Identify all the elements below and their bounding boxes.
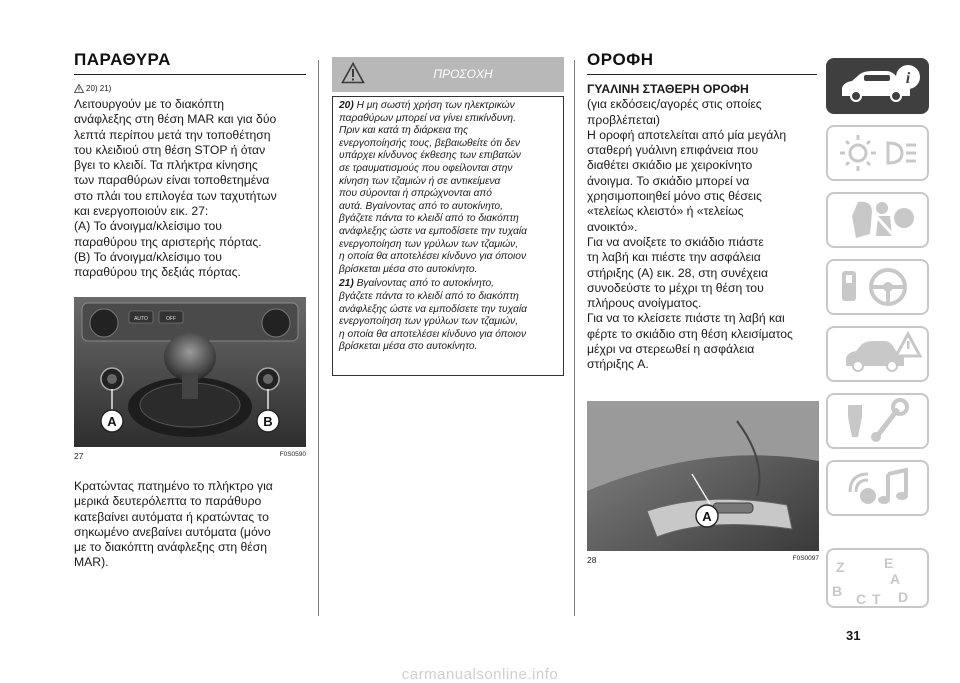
tools-icon — [828, 395, 927, 447]
column-divider-right — [574, 60, 575, 616]
seatbelt-airbag-icon — [828, 194, 927, 246]
column-divider-left — [318, 60, 319, 616]
warning-note-20-text: Η μη σωστή χρήση των ηλεκτρικών παραθύρων μπορεί να γίνει επικίνδυνη. Πριν και κατά τη διάρκεια της ενεργοποίησής τους, βεβαιωθείτε ότι δεν υπάρχει κίνδυνος έκθεσης των επιβατών σε τραυματισμούς που οφείλονται στην κίνηση των τζαμιών ή σε αντικείμενα που σύρονται ή σπρώχνονται από αυτά. Βγαίνοντας από το αυτοκίνητο, βγάζετε πάντα το κλειδί από το διακόπτη ανάφλεξης ώστε να εμποδίσετε την τυχαία ενεργοποίηση των γρύλων των τζαμιών, η οποία θα αποτελέσει κίνδυνο για όποιον βρίσκεται μέσα στο αυτοκίνητο. — [339, 100, 527, 275]
windows-body — [74, 97, 314, 281]
warning-note-21 — [339, 278, 557, 354]
tab-maintenance[interactable] — [826, 393, 929, 449]
index-letters-icon — [828, 550, 927, 606]
steering-wheel-icon — [828, 261, 927, 313]
figure-28-number: 28 — [587, 555, 597, 565]
figure-28-photo — [587, 401, 819, 551]
warning-header — [332, 57, 564, 92]
index-letter-b: B — [832, 583, 843, 599]
windows-intro: Λειτουργούν με το διακόπτη ανάφλεξης στη θέση MAR και για δύο λεπτά περίπου μετά την τοποθέτηση του κλειδιού στη θέση STOP ή όταν βγει το κλειδί. Τα πλήκτρα κίνησης των παραθύρων είναι τοποθετημένα στο πλάι του επιλογέα των ταχυτήτων και ενεργοποιούν εικ. 27: — [74, 97, 277, 219]
section-title-roof: ΟΡΟΦΗ — [587, 50, 654, 69]
tab-car-info[interactable] — [826, 58, 929, 114]
warning-box — [332, 96, 564, 376]
section-rule — [587, 74, 817, 75]
warning-note-21-number: 21) — [339, 278, 354, 290]
warning-triangle-icon — [74, 84, 84, 93]
warning-note-21-text: Βγαίνοντας από το αυτοκίνητο, βγάζετε πάντα το κλειδί από το διακόπτη ανάφλεξης ώστε να εμποδίσετε την τυχαία ενεργοποίηση των γρύλων των τζαμιών, η οποία θα αποτελέσει κίνδυνο για όποιον βρίσκεται μέσα στο αυτοκίνητο. — [339, 278, 527, 353]
tab-dashboard-lights[interactable] — [826, 125, 929, 181]
tab-driving[interactable] — [826, 259, 929, 315]
car-info-icon — [828, 60, 927, 112]
warning-note-20-number: 20) — [339, 100, 354, 111]
reference-numbers: 20) 21) — [86, 84, 112, 93]
svg-text:i: i — [905, 70, 911, 87]
figure-28-caption — [587, 555, 819, 565]
windows-after-text: Κρατώντας πατημένο το πλήκτρο για μερικά δευτερόλεπτα το παράθυρο κατεβαίνει αυτόματα ή κρατώντας το σηκωμένο ανεβαίνει αυτόματα (μόνο με το διακόπτη ανάφλεξης στη θέση MAR). — [74, 479, 273, 570]
tab-index[interactable] — [826, 548, 929, 608]
warning-title: ΠΡΟΣΟΧΗ — [433, 67, 493, 81]
index-letter-e: E — [884, 555, 894, 571]
section-rule — [74, 74, 306, 75]
index-letter-t: T — [872, 591, 881, 606]
figure-27-label-b: B — [263, 414, 273, 429]
index-letter-d: D — [898, 589, 909, 605]
figure-28-code: F0S0097 — [792, 555, 819, 562]
figure-28-label-a: A — [702, 509, 712, 524]
dash-label-auto: AUTO — [134, 316, 148, 322]
index-letter-c: C — [856, 591, 867, 606]
index-letter-a: A — [890, 571, 901, 587]
warning-references — [74, 84, 111, 93]
warning-car-icon — [828, 328, 927, 380]
figure-27-caption — [74, 451, 306, 461]
section-title-windows: ΠΑΡΑΘΥΡΑ — [74, 50, 171, 69]
roof-body — [587, 82, 827, 373]
figure-27-number: 27 — [74, 451, 84, 461]
warning-note-20 — [339, 100, 557, 276]
windows-item-b: (B) Το άνοιγμα/κλείσιμο του παραθύρου της δεξιάς πόρτας. — [74, 249, 241, 280]
multimedia-icon — [828, 462, 927, 514]
figure-27-label-a: A — [107, 414, 117, 429]
dashboard-lights-icon — [828, 127, 927, 179]
dash-label-off: OFF — [166, 316, 176, 322]
page-number: 31 — [846, 628, 861, 643]
index-letter-z: Z — [836, 559, 845, 575]
windows-item-a: (A) Το άνοιγμα/κλείσιμο του παραθύρου της αριστερής πόρτας. — [74, 219, 262, 249]
roof-text: (για εκδόσεις/αγορές στις οποίες προβλέπεται) Η οροφή αποτελείται από μία μεγάλη σταθερή γυάλινη επιφάνεια που διαθέτει σκιάδιο με χειροκίνητο άνοιγμα. Το σκιάδιο μπορεί να χρησιμοποιηθεί μόνο στις θέσεις «τελείως κλειστό» ή «τελείως ανοικτό». Για να ανοίξετε το σκιάδιο πιάστε τη λαβή και πιέστε την ασφάλεια στήριξης (A) εικ. 28, στη συνέχεια συνοδεύστε το μέχρι τη θέση του πλήρους ανοίγματος. Για να το κλείσετε πιάστε τη λαβή και φέρτε το σκιάδιο στη θέση κλεισίματος μέχρι να στερεωθεί η ασφάλεια στήριξης A. — [587, 97, 793, 372]
tab-safety[interactable] — [826, 192, 929, 248]
tab-multimedia[interactable] — [826, 460, 929, 516]
figure-27-photo — [74, 297, 306, 447]
tab-emergency[interactable] — [826, 326, 929, 382]
watermark: carmanualsonline.info — [401, 666, 559, 683]
figure-27-code: F0S0590 — [279, 451, 306, 458]
roof-subtitle: ΓΥΑΛΙΝΗ ΣΤΑΘΕΡΗ ΟΡΟΦΗ — [587, 82, 749, 96]
